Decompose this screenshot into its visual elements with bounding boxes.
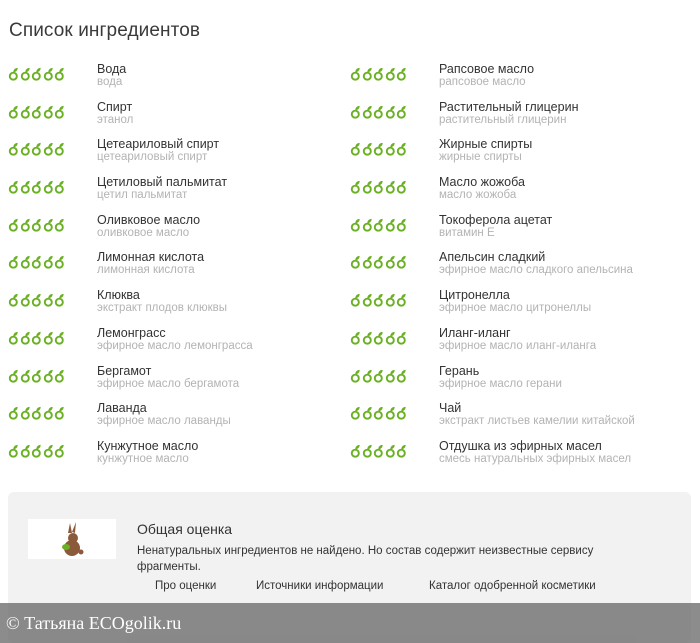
leaf-drop-icon bbox=[396, 444, 407, 458]
link-about-ratings[interactable]: Про оценки bbox=[155, 580, 217, 592]
ingredient-texts bbox=[439, 137, 532, 164]
ingredient-name: Оливковое масло bbox=[97, 212, 201, 227]
ingredient-inci: эфирное масло герани bbox=[439, 377, 562, 390]
ingredient-name: Масло жожоба bbox=[439, 175, 525, 190]
ingredient-name: Кунжутное масло bbox=[97, 438, 199, 453]
ingredient-name: Бергамот bbox=[97, 363, 152, 378]
ingredient-inci: рапсовое масло bbox=[439, 76, 526, 88]
ingredient-name: Лемонграсс bbox=[97, 325, 166, 340]
ingredient-item bbox=[8, 62, 348, 100]
ingredient-inci: витамин Е bbox=[439, 226, 495, 239]
ingredient-item bbox=[8, 175, 348, 213]
ingredient-rating bbox=[350, 369, 407, 383]
leaf-drop-icon bbox=[43, 255, 54, 269]
ingredient-texts bbox=[439, 364, 562, 391]
ingredient-texts bbox=[439, 326, 596, 353]
leaf-drop-icon bbox=[350, 180, 361, 194]
leaf-drop-icon bbox=[54, 218, 65, 232]
leaf-drop-icon bbox=[31, 444, 42, 458]
ingredient-rating bbox=[8, 255, 65, 269]
ingredient-item bbox=[8, 137, 348, 175]
ingredient-rating bbox=[350, 180, 407, 194]
leaf-drop-icon bbox=[396, 67, 407, 81]
leaf-drop-icon bbox=[8, 180, 19, 194]
leaf-drop-icon bbox=[43, 293, 54, 307]
ingredient-name: Растительный глицерин bbox=[439, 99, 579, 114]
leaf-drop-icon bbox=[396, 218, 407, 232]
leaf-drop-icon bbox=[350, 142, 361, 156]
leaf-drop-icon bbox=[8, 67, 19, 81]
leaf-drop-icon bbox=[31, 369, 42, 383]
leaf-drop-icon bbox=[385, 67, 396, 81]
leaf-drop-icon bbox=[8, 255, 19, 269]
ingredient-name: Клюква bbox=[97, 288, 140, 303]
leaf-drop-icon bbox=[396, 369, 407, 383]
leaf-drop-icon bbox=[54, 444, 65, 458]
ingredient-name: Герань bbox=[439, 363, 480, 378]
leaf-drop-icon bbox=[385, 105, 396, 119]
leaf-drop-icon bbox=[20, 255, 31, 269]
ingredient-item bbox=[8, 100, 348, 138]
ingredient-name: Иланг-иланг bbox=[439, 325, 511, 340]
ingredient-inci: экстракт листьев камелии китайской bbox=[439, 415, 635, 428]
leaf-drop-icon bbox=[362, 180, 373, 194]
ingredient-item bbox=[8, 439, 348, 477]
leaf-drop-icon bbox=[8, 293, 19, 307]
leaf-drop-icon bbox=[373, 255, 384, 269]
ingredient-rating bbox=[8, 105, 65, 119]
leaf-drop-icon bbox=[43, 444, 54, 458]
leaf-drop-icon bbox=[43, 67, 54, 81]
leaf-drop-icon bbox=[385, 255, 396, 269]
ingredient-inci: масло жожоба bbox=[439, 189, 517, 202]
leaf-drop-icon bbox=[8, 406, 19, 420]
ingredient-inci: оливковое масло bbox=[97, 226, 190, 239]
leaf-drop-icon bbox=[373, 293, 384, 307]
leaf-drop-icon bbox=[362, 67, 373, 81]
ingredient-name: Лимонная кислота bbox=[97, 250, 205, 265]
leaf-drop-icon bbox=[362, 105, 373, 119]
ingredient-item bbox=[8, 288, 348, 326]
leaf-drop-icon bbox=[373, 142, 384, 156]
ingredient-item bbox=[350, 326, 690, 364]
ingredient-item bbox=[350, 100, 690, 138]
leaf-drop-icon bbox=[31, 331, 42, 345]
ingredient-rating bbox=[350, 331, 407, 345]
ingredient-rating bbox=[8, 142, 65, 156]
leaf-drop-icon bbox=[20, 142, 31, 156]
ingredient-inci: эфирное масло лемонграсса bbox=[97, 339, 253, 352]
leaf-drop-icon bbox=[54, 293, 65, 307]
leaf-drop-icon bbox=[396, 331, 407, 345]
leaf-drop-icon bbox=[350, 331, 361, 345]
leaf-drop-icon bbox=[20, 218, 31, 232]
leaf-drop-icon bbox=[54, 142, 65, 156]
leaf-drop-icon bbox=[373, 369, 384, 383]
ingredient-inci: вода bbox=[97, 76, 123, 88]
ingredient-rating bbox=[8, 331, 65, 345]
leaf-drop-icon bbox=[20, 293, 31, 307]
leaf-drop-icon bbox=[373, 331, 384, 345]
ingredient-texts bbox=[97, 439, 198, 466]
ingredient-rating bbox=[350, 142, 407, 156]
leaf-drop-icon bbox=[20, 331, 31, 345]
ingredient-texts bbox=[97, 250, 204, 277]
leaf-drop-icon bbox=[362, 142, 373, 156]
leaf-drop-icon bbox=[396, 105, 407, 119]
leaf-drop-icon bbox=[385, 180, 396, 194]
leaf-drop-icon bbox=[54, 105, 65, 119]
link-approved-catalog[interactable]: Каталог одобренной косметики bbox=[429, 580, 596, 592]
leaf-drop-icon bbox=[362, 293, 373, 307]
leaf-drop-icon bbox=[373, 105, 384, 119]
ingredient-item bbox=[350, 401, 690, 439]
watermark-bar bbox=[0, 603, 700, 643]
leaf-drop-icon bbox=[385, 406, 396, 420]
ingredient-name: Вода bbox=[97, 62, 127, 76]
leaf-drop-icon bbox=[362, 255, 373, 269]
ingredient-texts bbox=[97, 175, 227, 202]
ingredient-name: Рапсовое масло bbox=[439, 62, 535, 76]
ingredient-item bbox=[350, 137, 690, 175]
leaf-drop-icon bbox=[8, 331, 19, 345]
leaf-drop-icon bbox=[362, 444, 373, 458]
ingredient-item bbox=[350, 213, 690, 251]
ingredient-rating bbox=[8, 406, 65, 420]
leaf-drop-icon bbox=[8, 444, 19, 458]
ingredient-rating bbox=[350, 255, 407, 269]
ingredient-inci: эфирное масло сладкого апельсина bbox=[439, 264, 633, 277]
ingredient-texts bbox=[97, 213, 200, 240]
ingredient-item bbox=[8, 401, 348, 439]
leaf-drop-icon bbox=[373, 406, 384, 420]
leaf-drop-icon bbox=[20, 180, 31, 194]
leaf-drop-icon bbox=[350, 67, 361, 81]
page-title: Список ингредиентов bbox=[9, 20, 201, 41]
leaf-drop-icon bbox=[43, 218, 54, 232]
ingredient-inci: эфирное масло бергамота bbox=[97, 377, 240, 390]
leaf-drop-icon bbox=[54, 180, 65, 194]
summary-text: Ненатуральных ингредиентов не найдено. Но состав содержит неизвестные сервису фрагменты. bbox=[137, 545, 594, 573]
leaf-drop-icon bbox=[396, 255, 407, 269]
ingredient-inci: этанол bbox=[97, 113, 134, 126]
ingredient-rating bbox=[350, 218, 407, 232]
leaf-drop-icon bbox=[350, 406, 361, 420]
leaf-drop-icon bbox=[54, 255, 65, 269]
leaf-drop-icon bbox=[350, 105, 361, 119]
leaf-drop-icon bbox=[31, 293, 42, 307]
leaf-drop-icon bbox=[362, 218, 373, 232]
ingredient-inci: эфирное масло иланг-иланга bbox=[439, 339, 597, 352]
leaf-drop-icon bbox=[350, 369, 361, 383]
ingredient-texts bbox=[97, 326, 253, 353]
ingredient-name: Спирт bbox=[97, 99, 133, 114]
leaf-drop-icon bbox=[31, 218, 42, 232]
leaf-drop-icon bbox=[362, 369, 373, 383]
ingredient-name: Цетеариловый спирт bbox=[97, 137, 220, 152]
ingredient-name: Апельсин сладкий bbox=[439, 250, 546, 265]
leaf-drop-icon bbox=[385, 444, 396, 458]
link-sources[interactable]: Источники информации bbox=[256, 580, 384, 592]
ingredient-texts bbox=[97, 62, 126, 89]
ingredient-texts bbox=[97, 288, 227, 315]
ingredient-inci: цетеариловый спирт bbox=[97, 151, 208, 164]
ingredient-inci: лимонная кислота bbox=[97, 264, 195, 277]
ingredient-texts bbox=[439, 62, 534, 89]
summary-title: Общая оценка bbox=[137, 521, 233, 537]
ingredient-texts bbox=[439, 439, 631, 466]
leaf-drop-icon bbox=[54, 67, 65, 81]
ingredient-inci: эфирное масло цитронеллы bbox=[439, 302, 592, 315]
leaf-drop-icon bbox=[20, 105, 31, 119]
ingredients-column-right bbox=[350, 62, 690, 477]
ingredient-texts bbox=[97, 401, 231, 428]
watermark-text: © Татьяна ECOgolik.ru bbox=[6, 613, 182, 633]
leaf-drop-icon bbox=[8, 369, 19, 383]
ingredient-rating bbox=[8, 67, 65, 81]
ingredient-texts bbox=[439, 401, 635, 428]
leaf-drop-icon bbox=[362, 331, 373, 345]
ingredient-name: Чай bbox=[439, 401, 462, 416]
ingredient-item bbox=[350, 62, 690, 100]
leaf-drop-icon bbox=[20, 406, 31, 420]
leaf-drop-icon bbox=[373, 218, 384, 232]
ingredient-texts bbox=[97, 137, 219, 164]
leaf-drop-icon bbox=[31, 105, 42, 119]
leaf-drop-icon bbox=[396, 293, 407, 307]
ingredient-item bbox=[8, 213, 348, 251]
leaf-drop-icon bbox=[43, 369, 54, 383]
leaf-drop-icon bbox=[20, 444, 31, 458]
leaf-drop-icon bbox=[396, 180, 407, 194]
leaf-drop-icon bbox=[362, 406, 373, 420]
leaf-drop-icon bbox=[43, 331, 54, 345]
leaf-drop-icon bbox=[20, 369, 31, 383]
leaf-drop-icon bbox=[54, 406, 65, 420]
leaf-drop-icon bbox=[8, 142, 19, 156]
ingredient-name: Цетиловый пальмитат bbox=[97, 175, 228, 190]
leaf-drop-icon bbox=[373, 180, 384, 194]
ingredient-inci: смесь натуральных эфирных масел bbox=[439, 452, 632, 465]
ingredient-item bbox=[350, 175, 690, 213]
ingredient-rating bbox=[350, 444, 407, 458]
ingredient-item bbox=[8, 250, 348, 288]
ingredient-name: Цитронелла bbox=[439, 288, 510, 303]
ingredient-rating bbox=[350, 105, 407, 119]
leaf-drop-icon bbox=[31, 406, 42, 420]
ingredient-rating bbox=[8, 444, 65, 458]
ingredient-rating bbox=[8, 180, 65, 194]
leaf-drop-icon bbox=[350, 255, 361, 269]
leaf-drop-icon bbox=[43, 105, 54, 119]
ingredient-inci: жирные спирты bbox=[439, 151, 522, 164]
ingredient-texts bbox=[439, 213, 552, 240]
ingredient-item bbox=[350, 439, 690, 477]
leaf-drop-icon bbox=[8, 218, 19, 232]
leaf-drop-icon bbox=[385, 142, 396, 156]
ingredient-rating bbox=[8, 369, 65, 383]
ingredient-rating bbox=[350, 67, 407, 81]
ingredient-item bbox=[350, 288, 690, 326]
leaf-drop-icon bbox=[54, 369, 65, 383]
leaf-drop-icon bbox=[31, 255, 42, 269]
ingredient-texts bbox=[439, 250, 633, 277]
ingredient-texts bbox=[439, 100, 578, 127]
leaf-drop-icon bbox=[373, 67, 384, 81]
leaf-drop-icon bbox=[350, 218, 361, 232]
logo-box bbox=[28, 519, 116, 559]
ingredient-inci: кунжутное масло bbox=[97, 452, 189, 465]
ingredient-rating bbox=[350, 293, 407, 307]
ingredient-inci: растительный глицерин bbox=[439, 113, 567, 126]
leaf-drop-icon bbox=[385, 293, 396, 307]
leaf-drop-icon bbox=[31, 180, 42, 194]
leaf-drop-icon bbox=[43, 406, 54, 420]
ingredient-texts bbox=[439, 288, 591, 315]
leaf-drop-icon bbox=[396, 406, 407, 420]
ingredient-item bbox=[8, 364, 348, 402]
ingredient-rating bbox=[8, 218, 65, 232]
ingredients-column-left bbox=[8, 62, 348, 477]
leaf-drop-icon bbox=[31, 67, 42, 81]
leaf-drop-icon bbox=[43, 180, 54, 194]
leaf-drop-icon bbox=[373, 444, 384, 458]
ingredient-rating bbox=[8, 293, 65, 307]
leaf-drop-icon bbox=[54, 331, 65, 345]
ingredient-texts bbox=[97, 100, 133, 127]
leaf-drop-icon bbox=[385, 218, 396, 232]
leaf-drop-icon bbox=[350, 444, 361, 458]
ingredient-item bbox=[350, 364, 690, 402]
ingredient-texts bbox=[439, 175, 525, 202]
ingredient-texts bbox=[97, 364, 239, 391]
leaf-drop-icon bbox=[385, 331, 396, 345]
leaf-drop-icon bbox=[385, 369, 396, 383]
ingredient-item bbox=[350, 250, 690, 288]
ingredient-name: Отдушка из эфирных масел bbox=[439, 438, 602, 453]
rabbit-logo-icon bbox=[57, 521, 87, 557]
ingredient-item bbox=[8, 326, 348, 364]
leaf-drop-icon bbox=[8, 105, 19, 119]
ingredient-name: Лаванда bbox=[97, 401, 147, 416]
ingredient-inci: экстракт плодов клюквы bbox=[97, 302, 227, 315]
leaf-drop-icon bbox=[31, 142, 42, 156]
leaf-drop-icon bbox=[350, 293, 361, 307]
ingredient-name: Жирные спирты bbox=[439, 137, 533, 152]
leaf-drop-icon bbox=[43, 142, 54, 156]
leaf-drop-icon bbox=[396, 142, 407, 156]
ingredient-rating bbox=[350, 406, 407, 420]
ingredient-inci: цетил пальмитат bbox=[97, 189, 188, 202]
leaf-drop-icon bbox=[20, 67, 31, 81]
ingredient-inci: эфирное масло лаванды bbox=[97, 415, 231, 428]
ingredient-name: Токоферола ацетат bbox=[439, 212, 553, 227]
